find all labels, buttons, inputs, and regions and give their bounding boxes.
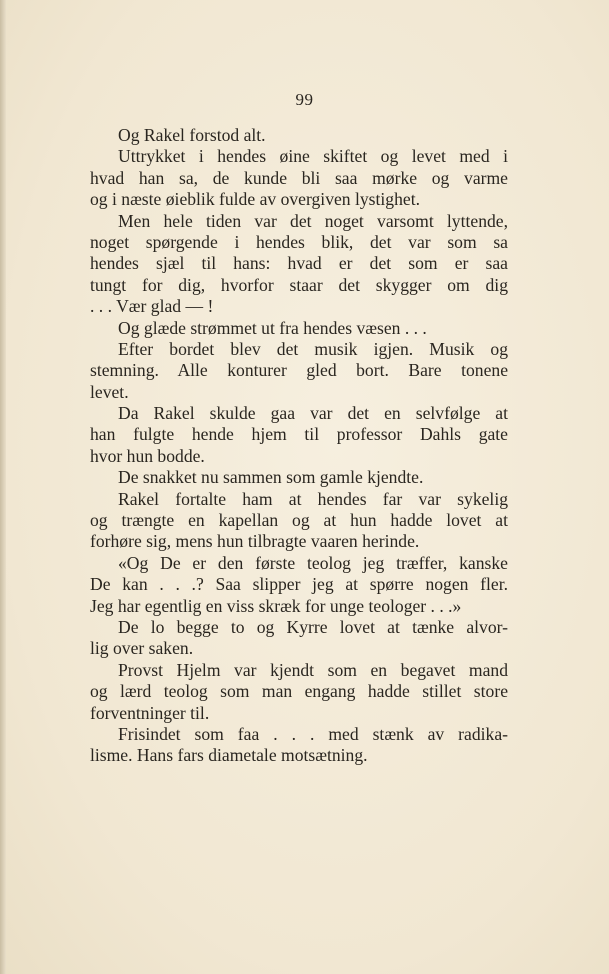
- text-line: Og Rakel forstod alt.: [118, 125, 266, 145]
- binding-edge: [0, 0, 6, 974]
- text-line: hvor hun bodde.: [90, 445, 205, 466]
- text-line: Frisindet som faa . . . med stænk av radika-: [118, 723, 508, 744]
- text-line: noget spørgende i hendes blik, det var som sa: [90, 231, 508, 252]
- text-line: Og glæde strømmet ut fra hendes væsen . . .: [118, 317, 427, 338]
- text-line: De lo begge to og Kyrre lovet at tænke alvor-: [118, 616, 508, 637]
- text-line: og lærd teolog som man engang hadde stillet store: [90, 681, 508, 702]
- text-line: og trængte en kapellan og at hun hadde lovet at: [90, 510, 508, 531]
- text-line: Men hele tiden var det noget varsomt lyttende,: [118, 210, 508, 231]
- text-line: lig over saken.: [90, 638, 194, 659]
- text-line: «Og De er den første teolog jeg træffer, kanske: [118, 552, 508, 573]
- text-line: Da Rakel skulde gaa var det en selvfølge at: [118, 403, 508, 424]
- text-line: . . . Vær glad — !: [90, 296, 214, 317]
- page-number: 99: [295, 90, 314, 109]
- text-line: han fulgte hende hjem til professor Dahls gate: [90, 424, 508, 445]
- text-line: Uttrykket i hendes øine skiftet og levet med i: [118, 146, 508, 167]
- text-line: Provst Hjelm var kjendt som en begavet mand: [118, 659, 508, 680]
- text-line: forventninger til.: [90, 702, 210, 723]
- text-line: hendes sjæl til hans: hvad er det som er saa: [90, 253, 508, 274]
- text-line: hvad han sa, de kunde bli saa mørke og varme: [90, 167, 508, 188]
- text-line: forhøre sig, mens hun tilbragte vaaren herinde.: [90, 531, 420, 552]
- text-line: tungt for dig, hvorfor staar det skygger om dig: [90, 274, 508, 295]
- text-line: stemning. Alle konturer gled bort. Bare tonene: [90, 360, 508, 381]
- text-line: og i næste øieblik fulde av overgiven lystighet.: [90, 189, 420, 210]
- text-line: levet.: [90, 381, 129, 402]
- body-text: [90, 125, 508, 767]
- text-line: Rakel fortalte ham at hendes far var sykelig: [118, 488, 508, 509]
- text-line: Efter bordet blev det musik igjen. Musik og: [118, 338, 508, 359]
- text-line: lisme. Hans fars diametale motsætning.: [90, 745, 368, 766]
- text-line: Jeg har egentlig en viss skræk for unge teologer . . .»: [90, 595, 462, 616]
- text-line: De kan . . .? Saa slipper jeg at spørre nogen fler.: [90, 574, 508, 595]
- text-line: De snakket nu sammen som gamle kjendte.: [118, 467, 424, 488]
